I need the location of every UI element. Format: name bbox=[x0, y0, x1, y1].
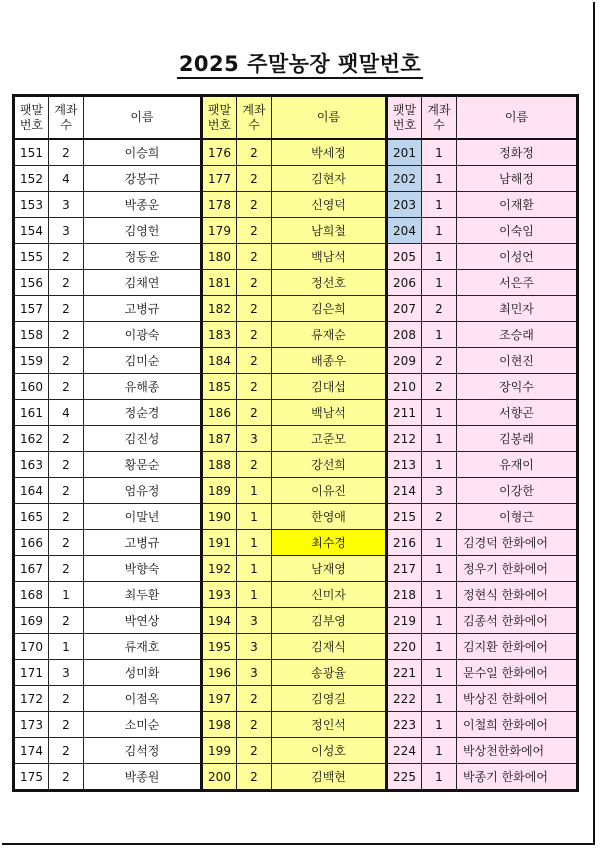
owner-name-cell: 정인석 bbox=[272, 712, 387, 738]
header-plot-no-line2: 번호 bbox=[207, 117, 232, 132]
account-count-cell: 2 bbox=[49, 556, 84, 582]
plot-number-cell: 195 bbox=[202, 634, 237, 660]
table-header-row bbox=[14, 96, 578, 140]
table-row bbox=[14, 686, 578, 712]
account-count-cell: 3 bbox=[237, 608, 272, 634]
plot-number-cell: 217 bbox=[387, 556, 422, 582]
owner-name-cell: 김백현 bbox=[272, 764, 387, 791]
owner-name-cell: 고준모 bbox=[272, 426, 387, 452]
table-row bbox=[14, 270, 578, 296]
owner-name-cell: 류재순 bbox=[272, 322, 387, 348]
owner-name-cell: 김채연 bbox=[84, 270, 202, 296]
plot-number-cell: 168 bbox=[14, 582, 49, 608]
owner-name-cell: 정화정 bbox=[457, 139, 578, 166]
plot-number-cell: 212 bbox=[387, 426, 422, 452]
account-count-cell: 2 bbox=[49, 426, 84, 452]
header-plot-no-3 bbox=[387, 96, 422, 140]
account-count-cell: 3 bbox=[237, 426, 272, 452]
plot-number-cell: 169 bbox=[14, 608, 49, 634]
plot-number-cell: 201 bbox=[387, 139, 422, 166]
account-count-cell: 2 bbox=[49, 608, 84, 634]
plot-number-cell: 220 bbox=[387, 634, 422, 660]
account-count-cell: 1 bbox=[422, 400, 457, 426]
owner-name-cell: 김지환 한화에어 bbox=[457, 634, 578, 660]
owner-name-cell: 강봉규 bbox=[84, 166, 202, 192]
account-count-cell: 2 bbox=[49, 348, 84, 374]
owner-name-cell: 류재호 bbox=[84, 634, 202, 660]
plot-number-cell: 198 bbox=[202, 712, 237, 738]
owner-name-cell: 김경덕 한화에어 bbox=[457, 530, 578, 556]
account-count-cell: 1 bbox=[237, 478, 272, 504]
owner-name-cell: 박종운 bbox=[84, 192, 202, 218]
account-count-cell: 2 bbox=[237, 400, 272, 426]
plot-number-cell: 210 bbox=[387, 374, 422, 400]
account-count-cell: 1 bbox=[237, 582, 272, 608]
plot-number-cell: 177 bbox=[202, 166, 237, 192]
account-count-cell: 1 bbox=[422, 634, 457, 660]
owner-name-cell: 서향곤 bbox=[457, 400, 578, 426]
table-row bbox=[14, 504, 578, 530]
plot-number-cell: 161 bbox=[14, 400, 49, 426]
owner-name-cell: 이점옥 bbox=[84, 686, 202, 712]
plot-number-cell: 175 bbox=[14, 764, 49, 791]
plot-number-cell: 174 bbox=[14, 738, 49, 764]
plot-number-cell: 178 bbox=[202, 192, 237, 218]
account-count-cell: 2 bbox=[237, 166, 272, 192]
header-name-1: 이름 bbox=[84, 96, 202, 140]
header-name-3: 이름 bbox=[457, 96, 578, 140]
owner-name-cell: 서은주 bbox=[457, 270, 578, 296]
owner-name-cell: 정현식 한화에어 bbox=[457, 582, 578, 608]
plot-number-cell: 180 bbox=[202, 244, 237, 270]
owner-name-cell: 문수일 한화에어 bbox=[457, 660, 578, 686]
header-plot-no-1 bbox=[14, 96, 49, 140]
plot-number-cell: 165 bbox=[14, 504, 49, 530]
header-plot-no-line1: 팻말 bbox=[19, 102, 44, 117]
owner-name-cell: 장익수 bbox=[457, 374, 578, 400]
account-count-cell: 2 bbox=[49, 478, 84, 504]
plot-number-cell: 151 bbox=[14, 139, 49, 166]
owner-name-cell: 이성언 bbox=[457, 244, 578, 270]
plot-number-cell: 184 bbox=[202, 348, 237, 374]
account-count-cell: 2 bbox=[422, 348, 457, 374]
plot-number-cell: 207 bbox=[387, 296, 422, 322]
header-count-3 bbox=[422, 96, 457, 140]
plot-number-cell: 222 bbox=[387, 686, 422, 712]
owner-name-cell: 남희철 bbox=[272, 218, 387, 244]
table-row bbox=[14, 634, 578, 660]
account-count-cell: 3 bbox=[237, 660, 272, 686]
plot-number-cell: 164 bbox=[14, 478, 49, 504]
account-count-cell: 1 bbox=[422, 712, 457, 738]
owner-name-cell: 정우기 한화에어 bbox=[457, 556, 578, 582]
plot-number-cell: 225 bbox=[387, 764, 422, 791]
account-count-cell: 2 bbox=[49, 738, 84, 764]
plot-number-cell: 157 bbox=[14, 296, 49, 322]
owner-name-cell: 남해정 bbox=[457, 166, 578, 192]
plot-number-cell: 189 bbox=[202, 478, 237, 504]
header-count-1 bbox=[49, 96, 84, 140]
plot-number-cell: 179 bbox=[202, 218, 237, 244]
owner-name-cell: 성미화 bbox=[84, 660, 202, 686]
account-count-cell: 3 bbox=[49, 218, 84, 244]
table-row bbox=[14, 218, 578, 244]
account-count-cell: 2 bbox=[237, 348, 272, 374]
plot-number-cell: 153 bbox=[14, 192, 49, 218]
account-count-cell: 1 bbox=[422, 582, 457, 608]
account-count-cell: 1 bbox=[422, 139, 457, 166]
header-plot-no-2 bbox=[202, 96, 237, 140]
plot-number-cell: 192 bbox=[202, 556, 237, 582]
table-row bbox=[14, 530, 578, 556]
plot-number-cell: 176 bbox=[202, 139, 237, 166]
account-count-cell: 2 bbox=[237, 738, 272, 764]
plot-number-cell: 209 bbox=[387, 348, 422, 374]
account-count-cell: 1 bbox=[422, 270, 457, 296]
account-count-cell: 4 bbox=[49, 400, 84, 426]
owner-name-cell: 김은희 bbox=[272, 296, 387, 322]
table-row bbox=[14, 764, 578, 791]
plot-number-cell: 166 bbox=[14, 530, 49, 556]
owner-name-cell: 송광율 bbox=[272, 660, 387, 686]
account-count-cell: 1 bbox=[422, 166, 457, 192]
plot-number-cell: 172 bbox=[14, 686, 49, 712]
owner-name-cell: 김석정 bbox=[84, 738, 202, 764]
account-count-cell: 3 bbox=[422, 478, 457, 504]
owner-name-cell: 유해종 bbox=[84, 374, 202, 400]
account-count-cell: 2 bbox=[237, 322, 272, 348]
account-count-cell: 1 bbox=[422, 764, 457, 791]
plot-number-cell: 187 bbox=[202, 426, 237, 452]
owner-name-cell: 이현진 bbox=[457, 348, 578, 374]
account-count-cell: 1 bbox=[422, 322, 457, 348]
account-count-cell: 2 bbox=[49, 686, 84, 712]
table-body bbox=[14, 139, 578, 791]
plot-number-cell: 199 bbox=[202, 738, 237, 764]
table-row bbox=[14, 244, 578, 270]
owner-name-cell: 이숙임 bbox=[457, 218, 578, 244]
account-count-cell: 2 bbox=[49, 139, 84, 166]
owner-name-cell: 이재환 bbox=[457, 192, 578, 218]
header-count-line2: 수 bbox=[248, 117, 260, 132]
owner-name-cell: 김진성 bbox=[84, 426, 202, 452]
header-count-line1: 계좌 bbox=[242, 102, 266, 117]
plot-number-cell: 211 bbox=[387, 400, 422, 426]
account-count-cell: 1 bbox=[422, 218, 457, 244]
owner-name-cell: 조승래 bbox=[457, 322, 578, 348]
plot-number-table bbox=[12, 94, 579, 792]
plot-number-cell: 170 bbox=[14, 634, 49, 660]
account-count-cell: 2 bbox=[237, 296, 272, 322]
account-count-cell: 1 bbox=[422, 738, 457, 764]
owner-name-cell: 이강한 bbox=[457, 478, 578, 504]
owner-name-cell: 황문순 bbox=[84, 452, 202, 478]
account-count-cell: 2 bbox=[49, 504, 84, 530]
owner-name-cell: 박향숙 bbox=[84, 556, 202, 582]
account-count-cell: 1 bbox=[422, 192, 457, 218]
table-row bbox=[14, 192, 578, 218]
plot-number-cell: 191 bbox=[202, 530, 237, 556]
account-count-cell: 2 bbox=[422, 374, 457, 400]
owner-name-cell: 박종기 한화에어 bbox=[457, 764, 578, 791]
plot-number-cell: 224 bbox=[387, 738, 422, 764]
table-row bbox=[14, 452, 578, 478]
account-count-cell: 2 bbox=[49, 270, 84, 296]
account-count-cell: 2 bbox=[237, 686, 272, 712]
table-row bbox=[14, 322, 578, 348]
account-count-cell: 2 bbox=[237, 712, 272, 738]
owner-name-cell: 소미순 bbox=[84, 712, 202, 738]
header-plot-no-line1: 팻말 bbox=[207, 102, 232, 117]
header-plot-no-line1: 팻말 bbox=[392, 102, 417, 117]
plot-number-cell: 163 bbox=[14, 452, 49, 478]
owner-name-cell: 고병규 bbox=[84, 296, 202, 322]
plot-number-cell: 185 bbox=[202, 374, 237, 400]
page-title-text: 2025 주말농장 팻말번호 bbox=[177, 52, 423, 79]
account-count-cell: 1 bbox=[49, 582, 84, 608]
account-count-cell: 1 bbox=[237, 530, 272, 556]
plot-number-cell: 158 bbox=[14, 322, 49, 348]
plot-number-cell: 221 bbox=[387, 660, 422, 686]
plot-number-cell: 218 bbox=[387, 582, 422, 608]
account-count-cell: 2 bbox=[49, 764, 84, 791]
account-count-cell: 2 bbox=[237, 139, 272, 166]
owner-name-cell: 남재영 bbox=[272, 556, 387, 582]
plot-number-cell: 188 bbox=[202, 452, 237, 478]
owner-name-cell: 이형근 bbox=[457, 504, 578, 530]
account-count-cell: 3 bbox=[49, 192, 84, 218]
plot-number-cell: 186 bbox=[202, 400, 237, 426]
plot-number-cell: 204 bbox=[387, 218, 422, 244]
header-plot-no-line2: 번호 bbox=[19, 117, 44, 132]
plot-number-cell: 202 bbox=[387, 166, 422, 192]
header-count-line1: 계좌 bbox=[54, 102, 78, 117]
owner-name-cell: 김부영 bbox=[272, 608, 387, 634]
plot-number-cell: 160 bbox=[14, 374, 49, 400]
plot-number-cell: 206 bbox=[387, 270, 422, 296]
owner-name-cell: 엄유정 bbox=[84, 478, 202, 504]
owner-name-cell: 이성호 bbox=[272, 738, 387, 764]
owner-name-cell: 이유진 bbox=[272, 478, 387, 504]
account-count-cell: 3 bbox=[237, 634, 272, 660]
owner-name-cell: 김현자 bbox=[272, 166, 387, 192]
plot-number-cell: 162 bbox=[14, 426, 49, 452]
owner-name-cell: 최두환 bbox=[84, 582, 202, 608]
plot-number-cell: 216 bbox=[387, 530, 422, 556]
account-count-cell: 1 bbox=[422, 244, 457, 270]
plot-number-cell: 194 bbox=[202, 608, 237, 634]
plot-number-cell: 208 bbox=[387, 322, 422, 348]
header-count-line2: 수 bbox=[60, 117, 72, 132]
table-row bbox=[14, 296, 578, 322]
owner-name-cell: 정선호 bbox=[272, 270, 387, 296]
owner-name-cell: 이말년 bbox=[84, 504, 202, 530]
plot-number-cell: 154 bbox=[14, 218, 49, 244]
table-row bbox=[14, 556, 578, 582]
plot-number-cell: 182 bbox=[202, 296, 237, 322]
account-count-cell: 1 bbox=[422, 426, 457, 452]
account-count-cell: 1 bbox=[237, 556, 272, 582]
owner-name-cell: 고병규 bbox=[84, 530, 202, 556]
table-row bbox=[14, 660, 578, 686]
plot-number-cell: 205 bbox=[387, 244, 422, 270]
account-count-cell: 2 bbox=[237, 218, 272, 244]
owner-name-cell: 백남석 bbox=[272, 400, 387, 426]
owner-name-cell: 김영헌 bbox=[84, 218, 202, 244]
plot-number-cell: 155 bbox=[14, 244, 49, 270]
owner-name-cell: 이승희 bbox=[84, 139, 202, 166]
plot-number-cell: 215 bbox=[387, 504, 422, 530]
plot-number-cell: 219 bbox=[387, 608, 422, 634]
owner-name-cell: 박세정 bbox=[272, 139, 387, 166]
header-count-2 bbox=[237, 96, 272, 140]
account-count-cell: 1 bbox=[422, 556, 457, 582]
account-count-cell: 2 bbox=[237, 244, 272, 270]
account-count-cell: 1 bbox=[422, 660, 457, 686]
plot-number-cell: 181 bbox=[202, 270, 237, 296]
owner-name-cell: 백남석 bbox=[272, 244, 387, 270]
plot-number-cell: 183 bbox=[202, 322, 237, 348]
account-count-cell: 2 bbox=[49, 530, 84, 556]
plot-number-cell: 173 bbox=[14, 712, 49, 738]
account-count-cell: 1 bbox=[422, 686, 457, 712]
owner-name-cell: 신미자 bbox=[272, 582, 387, 608]
table-row bbox=[14, 348, 578, 374]
owner-name-cell: 김대섭 bbox=[272, 374, 387, 400]
table-row bbox=[14, 400, 578, 426]
plot-number-cell: 203 bbox=[387, 192, 422, 218]
owner-name-cell: 정동윤 bbox=[84, 244, 202, 270]
plot-number-cell: 156 bbox=[14, 270, 49, 296]
account-count-cell: 2 bbox=[49, 712, 84, 738]
owner-name-cell: 최수경 bbox=[272, 530, 387, 556]
account-count-cell: 2 bbox=[237, 764, 272, 791]
owner-name-cell: 김종석 한화에어 bbox=[457, 608, 578, 634]
plot-number-cell: 196 bbox=[202, 660, 237, 686]
account-count-cell: 2 bbox=[49, 374, 84, 400]
owner-name-cell: 김미순 bbox=[84, 348, 202, 374]
owner-name-cell: 이철희 한화에어 bbox=[457, 712, 578, 738]
account-count-cell: 1 bbox=[422, 608, 457, 634]
account-count-cell: 2 bbox=[422, 504, 457, 530]
owner-name-cell: 박상천한화에어 bbox=[457, 738, 578, 764]
plot-number-cell: 171 bbox=[14, 660, 49, 686]
plot-number-cell: 197 bbox=[202, 686, 237, 712]
owner-name-cell: 최민자 bbox=[457, 296, 578, 322]
plot-number-cell: 152 bbox=[14, 166, 49, 192]
table-row bbox=[14, 139, 578, 166]
account-count-cell: 2 bbox=[49, 296, 84, 322]
account-count-cell: 1 bbox=[422, 530, 457, 556]
account-count-cell: 2 bbox=[49, 452, 84, 478]
account-count-cell: 3 bbox=[49, 660, 84, 686]
table-row bbox=[14, 608, 578, 634]
account-count-cell: 1 bbox=[49, 634, 84, 660]
account-count-cell: 2 bbox=[237, 452, 272, 478]
account-count-cell: 2 bbox=[237, 270, 272, 296]
table-row bbox=[14, 582, 578, 608]
table-row bbox=[14, 738, 578, 764]
owner-name-cell: 유재이 bbox=[457, 452, 578, 478]
plot-number-cell: 190 bbox=[202, 504, 237, 530]
owner-name-cell: 정순경 bbox=[84, 400, 202, 426]
owner-name-cell: 김영길 bbox=[272, 686, 387, 712]
table-row bbox=[14, 478, 578, 504]
owner-name-cell: 김봉래 bbox=[457, 426, 578, 452]
owner-name-cell: 강선희 bbox=[272, 452, 387, 478]
plot-number-cell: 213 bbox=[387, 452, 422, 478]
plot-number-cell: 193 bbox=[202, 582, 237, 608]
account-count-cell: 4 bbox=[49, 166, 84, 192]
owner-name-cell: 이광숙 bbox=[84, 322, 202, 348]
owner-name-cell: 신영덕 bbox=[272, 192, 387, 218]
account-count-cell: 2 bbox=[237, 192, 272, 218]
account-count-cell: 1 bbox=[422, 452, 457, 478]
plot-number-cell: 223 bbox=[387, 712, 422, 738]
owner-name-cell: 박종원 bbox=[84, 764, 202, 791]
header-plot-no-line2: 번호 bbox=[392, 117, 417, 132]
plot-number-cell: 214 bbox=[387, 478, 422, 504]
table-row bbox=[14, 374, 578, 400]
table-row bbox=[14, 166, 578, 192]
header-count-line1: 계좌 bbox=[427, 102, 451, 117]
account-count-cell: 2 bbox=[49, 244, 84, 270]
plot-number-cell: 159 bbox=[14, 348, 49, 374]
plot-number-cell: 200 bbox=[202, 764, 237, 791]
owner-name-cell: 김재식 bbox=[272, 634, 387, 660]
header-name-2: 이름 bbox=[272, 96, 387, 140]
account-count-cell: 2 bbox=[422, 296, 457, 322]
owner-name-cell: 배종우 bbox=[272, 348, 387, 374]
table-row bbox=[14, 712, 578, 738]
header-count-line2: 수 bbox=[433, 117, 445, 132]
page-title bbox=[0, 48, 600, 78]
plot-number-cell: 167 bbox=[14, 556, 49, 582]
table-row bbox=[14, 426, 578, 452]
account-count-cell: 1 bbox=[237, 504, 272, 530]
account-count-cell: 2 bbox=[49, 322, 84, 348]
owner-name-cell: 박상진 한화에어 bbox=[457, 686, 578, 712]
account-count-cell: 2 bbox=[237, 374, 272, 400]
owner-name-cell: 한영애 bbox=[272, 504, 387, 530]
owner-name-cell: 박연상 bbox=[84, 608, 202, 634]
